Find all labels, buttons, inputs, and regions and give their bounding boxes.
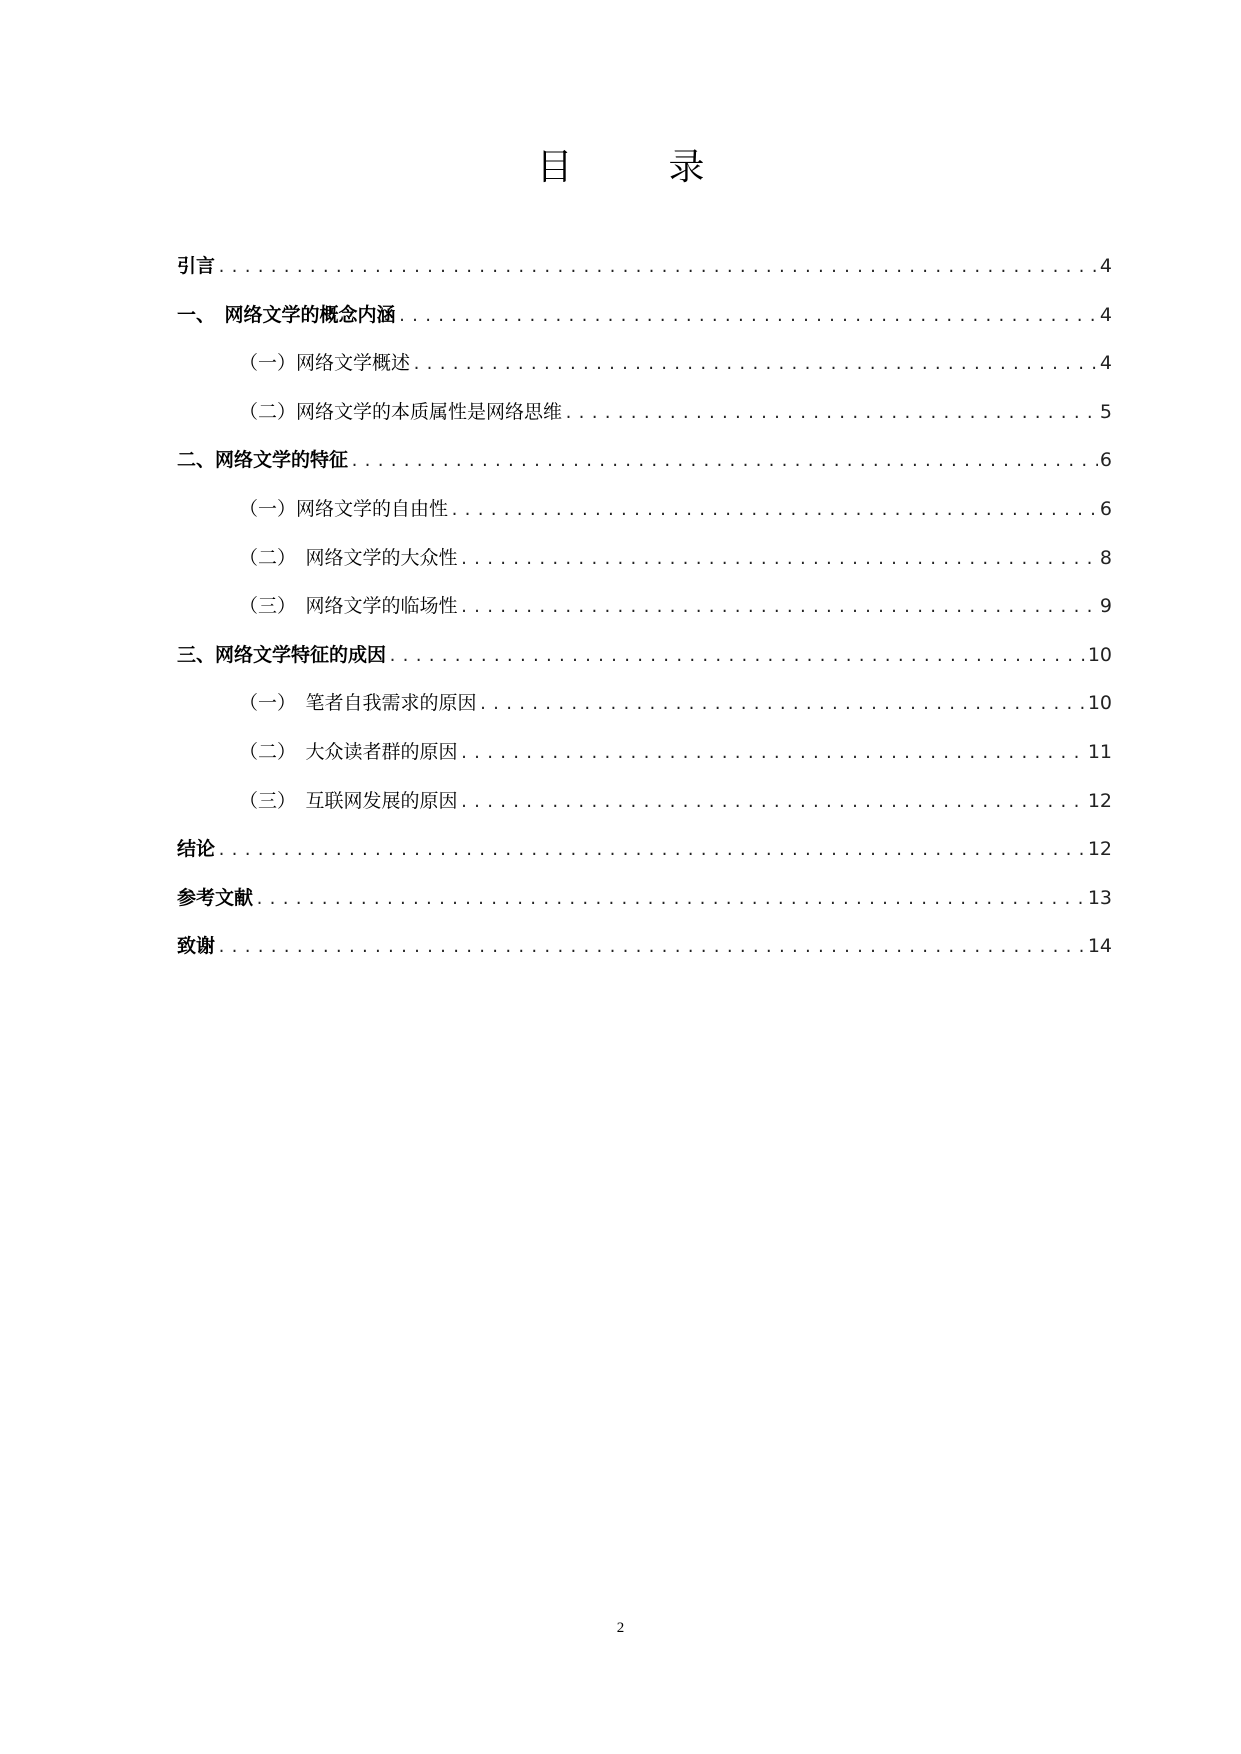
- toc-dot-leader: [398, 307, 1098, 325]
- toc-entry-text: 致谢: [177, 935, 216, 958]
- toc-dot-leader: [217, 938, 1086, 956]
- toc-entry-page: 4: [1099, 303, 1112, 326]
- toc-entry-chapter-1[interactable]: [177, 300, 1112, 349]
- page-number: 2: [616, 1620, 625, 1636]
- toc-entry-page: 10: [1087, 692, 1112, 715]
- toc-entry-page: 4: [1099, 352, 1112, 375]
- toc-entry-page: 9: [1099, 595, 1112, 618]
- toc-entry-section-1-1[interactable]: [177, 348, 1112, 397]
- toc-dot-leader: [460, 793, 1086, 811]
- toc-dot-leader: [388, 647, 1086, 665]
- toc-entry-section-2-2[interactable]: [177, 543, 1112, 592]
- toc-entry-chapter-2[interactable]: [177, 445, 1112, 494]
- toc-dot-leader: [412, 355, 1098, 373]
- toc-entry-text: 三、网络文学特征的成因: [177, 643, 387, 666]
- toc-entry-section-2-1[interactable]: [177, 494, 1112, 543]
- toc-entry-page: 8: [1099, 546, 1112, 569]
- toc-dot-leader: [564, 404, 1098, 422]
- toc-dot-leader: [479, 695, 1086, 713]
- toc-dot-leader: [460, 598, 1098, 616]
- toc-dot-leader: [255, 890, 1086, 908]
- toc-entry-text: 引言: [177, 255, 216, 277]
- toc-entry-page: 12: [1087, 838, 1112, 861]
- toc-entry-text: （三） 网络文学的临场性: [239, 595, 458, 618]
- toc-entry-section-3-1[interactable]: [177, 688, 1112, 737]
- toc-entry-section-2-3[interactable]: [177, 591, 1112, 640]
- toc-entry-page: 13: [1087, 886, 1112, 909]
- table-of-contents: [177, 251, 1112, 980]
- toc-entry-references[interactable]: [177, 883, 1112, 932]
- toc-entry-text: （一）网络文学的自由性: [239, 497, 449, 520]
- page-title: 目 录: [536, 147, 735, 188]
- toc-entry-introduction[interactable]: [177, 251, 1112, 300]
- toc-entry-conclusion[interactable]: [177, 834, 1112, 883]
- toc-entry-page: 14: [1087, 935, 1112, 958]
- toc-dot-leader: [350, 452, 1098, 470]
- toc-entry-section-1-2[interactable]: [177, 397, 1112, 446]
- toc-entry-text: 二、网络文学的特征: [177, 449, 349, 472]
- toc-entry-text: （一） 笔者自我需求的原因: [239, 692, 477, 715]
- toc-dot-leader: [460, 550, 1098, 568]
- toc-entry-text: （二）网络文学的本质属性是网络思维: [239, 400, 563, 423]
- toc-dot-leader: [217, 258, 1098, 276]
- toc-entry-page: 6: [1099, 449, 1112, 472]
- toc-entry-page: 5: [1099, 400, 1112, 423]
- toc-entry-text: （二） 网络文学的大众性: [239, 546, 458, 569]
- toc-entry-page: 11: [1087, 740, 1112, 763]
- toc-entry-text: 结论: [177, 838, 216, 861]
- toc-entry-page: 12: [1087, 789, 1112, 812]
- toc-entry-acknowledgements[interactable]: [177, 931, 1112, 980]
- toc-entry-page: 6: [1099, 497, 1112, 520]
- toc-dot-leader: [460, 744, 1086, 762]
- toc-entry-page: 10: [1087, 643, 1112, 666]
- toc-entry-section-3-3[interactable]: [177, 786, 1112, 835]
- toc-entry-text: （二） 大众读者群的原因: [239, 740, 458, 763]
- toc-entry-text: （一）网络文学概述: [239, 352, 411, 375]
- toc-dot-leader: [450, 501, 1098, 519]
- toc-entry-text: 一、 网络文学的概念内涵: [177, 303, 396, 326]
- toc-entry-section-3-2[interactable]: [177, 737, 1112, 786]
- toc-entry-page: 4: [1099, 255, 1112, 277]
- toc-entry-chapter-3[interactable]: [177, 640, 1112, 689]
- toc-entry-text: （三） 互联网发展的原因: [239, 789, 458, 812]
- toc-entry-text: 参考文献: [177, 886, 254, 909]
- toc-dot-leader: [217, 841, 1086, 859]
